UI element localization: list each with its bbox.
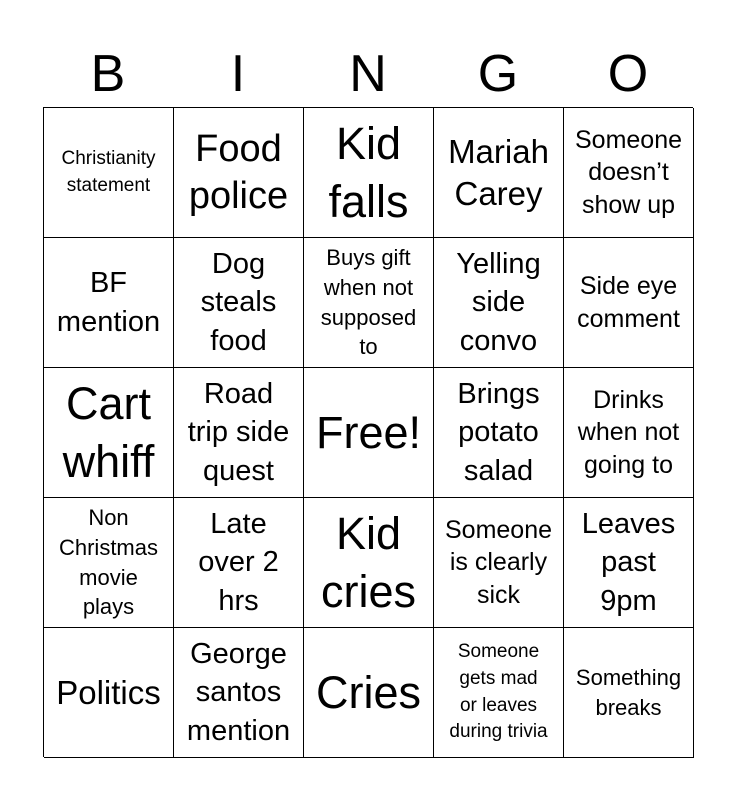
bingo-cell-r4-c4[interactable] bbox=[434, 498, 564, 628]
bingo-cell-text: BF mention bbox=[56, 267, 161, 338]
header-letter-g: G bbox=[477, 45, 519, 103]
bingo-cell-text: Late over 2 hrs bbox=[198, 508, 279, 617]
bingo-cell-text: Christianity statement bbox=[61, 147, 156, 196]
bingo-cell-r5-c2[interactable] bbox=[174, 628, 304, 758]
bingo-cell-text: Food police bbox=[188, 128, 289, 217]
free-space-label: Free! bbox=[315, 406, 422, 458]
bingo-cell-r4-c3[interactable] bbox=[304, 498, 434, 628]
bingo-cell-r5-c1[interactable] bbox=[44, 628, 174, 758]
bingo-cell-r2-c2[interactable] bbox=[174, 238, 304, 368]
bingo-cell-text: Buys gift when not supposed to bbox=[320, 245, 417, 360]
bingo-cell-text: Something breaks bbox=[575, 664, 682, 720]
bingo-cell-text: Brings potato salad bbox=[457, 378, 540, 487]
bingo-board bbox=[43, 107, 693, 757]
bingo-cell-r1-c5[interactable] bbox=[564, 108, 694, 238]
bingo-cell-text: Drinks when not going to bbox=[577, 385, 680, 479]
bingo-cell-r1-c1[interactable] bbox=[44, 108, 174, 238]
bingo-cell-r3-c5[interactable] bbox=[564, 368, 694, 498]
bingo-cell-text: Someone doesn’t show up bbox=[574, 125, 683, 219]
header-letter-n: N bbox=[349, 45, 387, 103]
bingo-cell-text: Kid cries bbox=[320, 508, 416, 617]
bingo-cell-text: Mariah Carey bbox=[448, 132, 549, 212]
bingo-cell-r1-c4[interactable] bbox=[434, 108, 564, 238]
bingo-cell-text: Leaves past 9pm bbox=[581, 508, 676, 617]
bingo-cell-text: Someone gets mad or leaves during trivia bbox=[449, 640, 548, 743]
bingo-cell-text: Road trip side quest bbox=[187, 378, 290, 487]
bingo-cell-text: Side eye comment bbox=[577, 272, 680, 333]
bingo-cell-r1-c3[interactable] bbox=[304, 108, 434, 238]
bingo-cell-r2-c4[interactable] bbox=[434, 238, 564, 368]
bingo-cell-r3-c1[interactable] bbox=[44, 368, 174, 498]
bingo-cell-r5-c4[interactable] bbox=[434, 628, 564, 758]
bingo-cell-r1-c2[interactable] bbox=[174, 108, 304, 238]
bingo-cell-text: Non Christmas movie plays bbox=[58, 505, 158, 620]
bingo-cell-text: Kid falls bbox=[328, 118, 409, 227]
bingo-cell-r4-c1[interactable] bbox=[44, 498, 174, 628]
header-letter-o: O bbox=[607, 45, 649, 103]
header-letter-i: I bbox=[230, 45, 246, 103]
bingo-cell-text: Dog steals food bbox=[200, 248, 277, 357]
bingo-cell-r2-c3[interactable] bbox=[304, 238, 434, 368]
bingo-cell-r5-c5[interactable] bbox=[564, 628, 694, 758]
bingo-cell-text: Someone is clearly sick bbox=[444, 515, 553, 609]
bingo-cell-r2-c5[interactable] bbox=[564, 238, 694, 368]
bingo-cell-text: Cries bbox=[315, 666, 421, 718]
header-letter-b: B bbox=[90, 45, 126, 103]
bingo-cell-r3-c2[interactable] bbox=[174, 368, 304, 498]
bingo-cell-r3-c4[interactable] bbox=[434, 368, 564, 498]
bingo-cell-r4-c2[interactable] bbox=[174, 498, 304, 628]
bingo-cell-r4-c5[interactable] bbox=[564, 498, 694, 628]
bingo-header bbox=[43, 40, 693, 108]
bingo-cell-r2-c1[interactable] bbox=[44, 238, 174, 368]
bingo-cell-text: Politics bbox=[56, 673, 161, 711]
bingo-cell-text: George santos mention bbox=[186, 638, 291, 747]
free-space[interactable] bbox=[304, 368, 434, 498]
bingo-cell-text: Cart whiff bbox=[62, 378, 155, 487]
bingo-cell-text: Yelling side convo bbox=[456, 248, 541, 357]
bingo-cell-r5-c3[interactable] bbox=[304, 628, 434, 758]
